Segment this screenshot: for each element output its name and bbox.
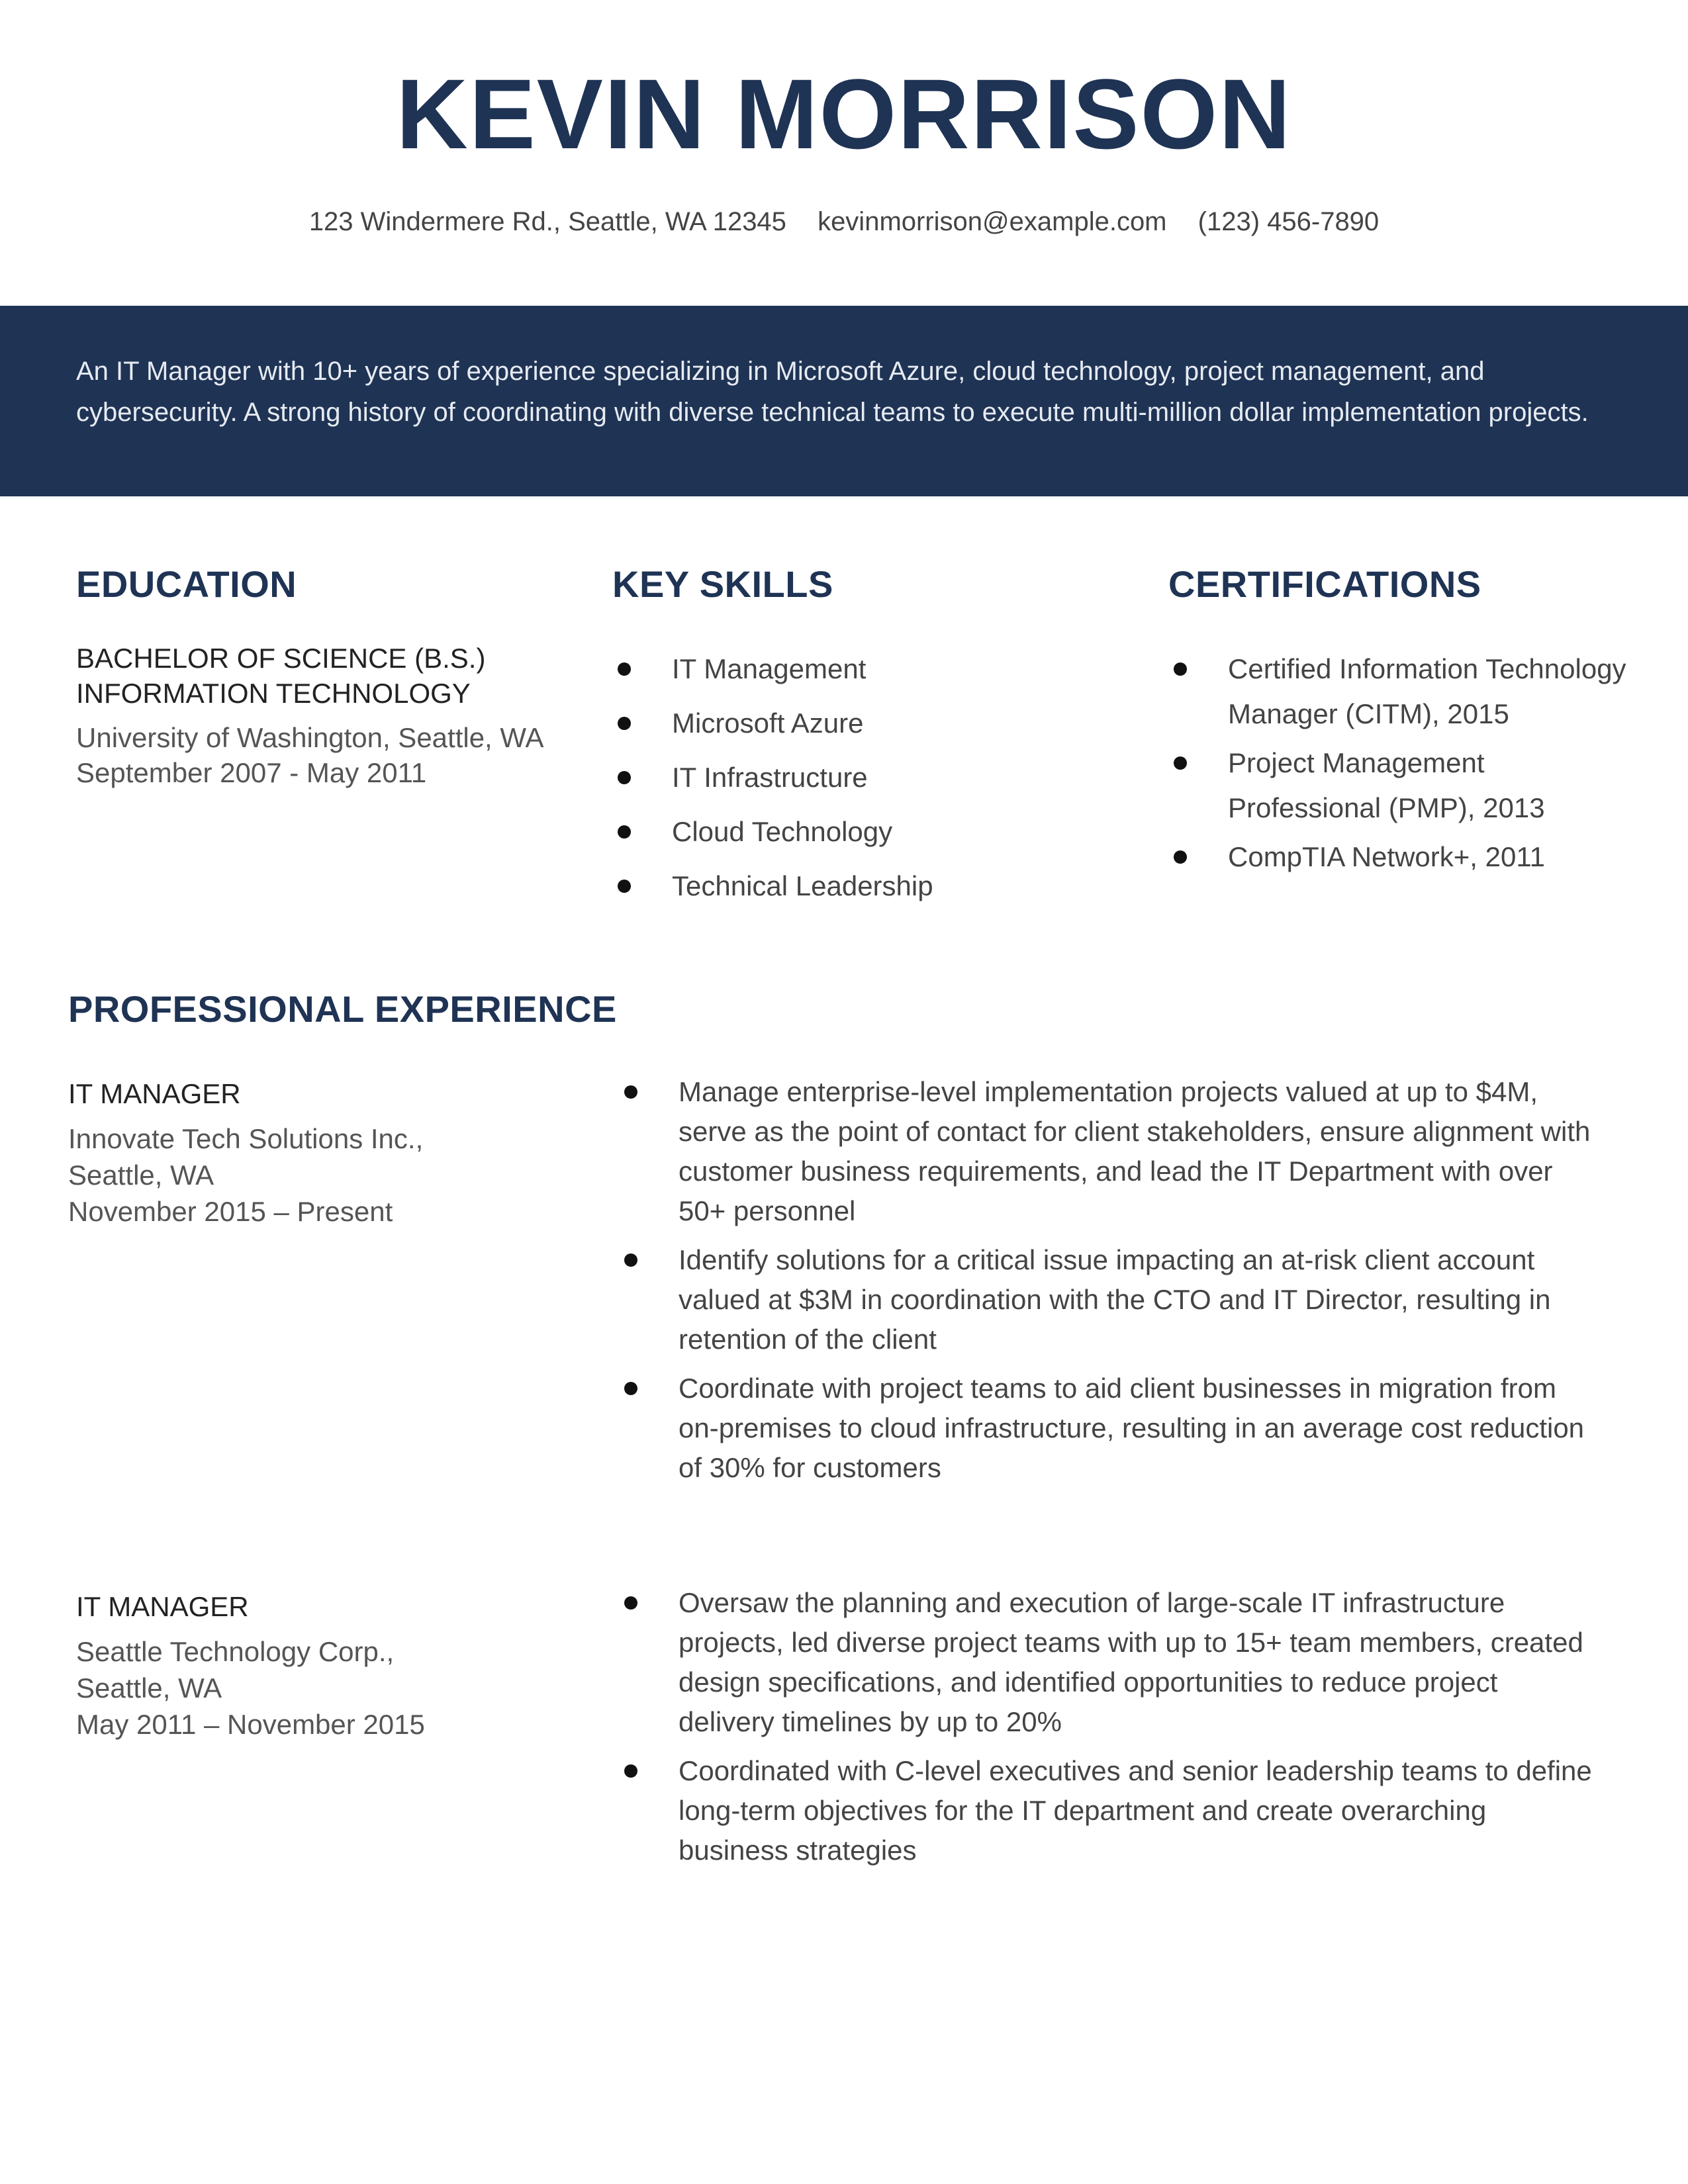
degree-line-1: BACHELOR OF SCIENCE (B.S.)	[76, 643, 486, 674]
list-item: IT Management	[612, 642, 1155, 696]
bullet-icon	[1174, 850, 1187, 864]
bullet-icon	[1174, 756, 1187, 770]
summary-text: An IT Manager with 10+ years of experience specializing in Microsoft Azure, cloud technology, project management, and cybersecurity. A strong history of coordinating with diverse technical teams to execute multi-million dollar implementation projects.	[76, 357, 1589, 427]
list-item: Cloud Technology	[612, 805, 1155, 859]
list-item: Oversaw the planning and execution of large-scale IT infrastructure projects, led diverse project teams with up to 15+ team members, created design specifications, and identified opportunities to reduce project delivery timelines by up to 20%	[619, 1583, 1599, 1742]
school: University of Washington, Seattle, WA	[76, 722, 544, 753]
job-1-bullets	[619, 1072, 1599, 1497]
job-1-info	[68, 1075, 571, 1230]
bullet-icon	[618, 717, 631, 730]
email: kevinmorrison@example.com	[818, 207, 1167, 236]
list-item: Microsoft Azure	[612, 696, 1155, 751]
list-item: CompTIA Network+, 2011	[1168, 835, 1645, 880]
candidate-name: KEVIN MORRISON	[396, 58, 1292, 169]
education-heading: EDUCATION	[76, 563, 297, 605]
list-item: Identify solutions for a critical issue impacting an at-risk client account valued at $3M in coordination with the CTO and IT Director, resulting in retention of the client	[619, 1240, 1599, 1359]
phone: (123) 456-7890	[1197, 207, 1380, 236]
list-item: IT Infrastructure	[612, 751, 1155, 805]
certifications-list	[1168, 647, 1645, 884]
job-2-bullets	[619, 1583, 1599, 1880]
bullet-icon	[624, 1253, 637, 1267]
company: Innovate Tech Solutions Inc.,	[68, 1123, 424, 1154]
bullet-icon	[1174, 662, 1187, 676]
education-dates: September 2007 - May 2011	[76, 757, 427, 788]
certifications-heading: CERTIFICATIONS	[1168, 563, 1481, 605]
bullet-icon	[624, 1382, 637, 1395]
job-dates: November 2015 – Present	[68, 1196, 393, 1227]
address: 123 Windermere Rd., Seattle, WA 12345	[308, 207, 786, 236]
list-item: Project Management Professional (PMP), 2013	[1168, 741, 1645, 831]
bullet-icon	[624, 1764, 637, 1778]
skills-list	[612, 642, 1155, 913]
experience-heading: PROFESSIONAL EXPERIENCE	[68, 988, 617, 1030]
list-item: Manage enterprise-level implementation projects valued at up to $4M, serve as the point of contact for client stakeholders, ensure alignment with customer business requirements, and lead the IT Department with over 50+ personnel	[619, 1072, 1599, 1231]
bullet-icon	[618, 662, 631, 676]
bullet-icon	[618, 825, 631, 839]
company: Seattle Technology Corp.,	[76, 1636, 395, 1667]
list-item: Technical Leadership	[612, 859, 1155, 913]
bullet-icon	[618, 771, 631, 784]
job-title: IT MANAGER	[76, 1591, 249, 1622]
job-2-info	[76, 1588, 579, 1743]
bullet-icon	[618, 880, 631, 893]
job-title: IT MANAGER	[68, 1078, 241, 1109]
bullet-icon	[624, 1085, 637, 1099]
list-item: Coordinated with C-level executives and senior leadership teams to define long-term objectives for the IT department and create overarching business strategies	[619, 1751, 1599, 1870]
job-dates: May 2011 – November 2015	[76, 1709, 425, 1740]
list-item: Certified Information Technology Manager (CITM), 2015	[1168, 647, 1645, 737]
education-entry	[76, 641, 553, 790]
job-location: Seattle, WA	[76, 1672, 222, 1704]
bullet-icon	[624, 1596, 637, 1610]
skills-heading: KEY SKILLS	[612, 563, 833, 605]
job-location: Seattle, WA	[68, 1160, 214, 1191]
list-item: Coordinate with project teams to aid client businesses in migration from on-premises to cloud infrastructure, resulting in an average cost reduction of 30% for customers	[619, 1369, 1599, 1488]
contact-info	[0, 202, 1688, 242]
degree-line-2: INFORMATION TECHNOLOGY	[76, 678, 471, 709]
